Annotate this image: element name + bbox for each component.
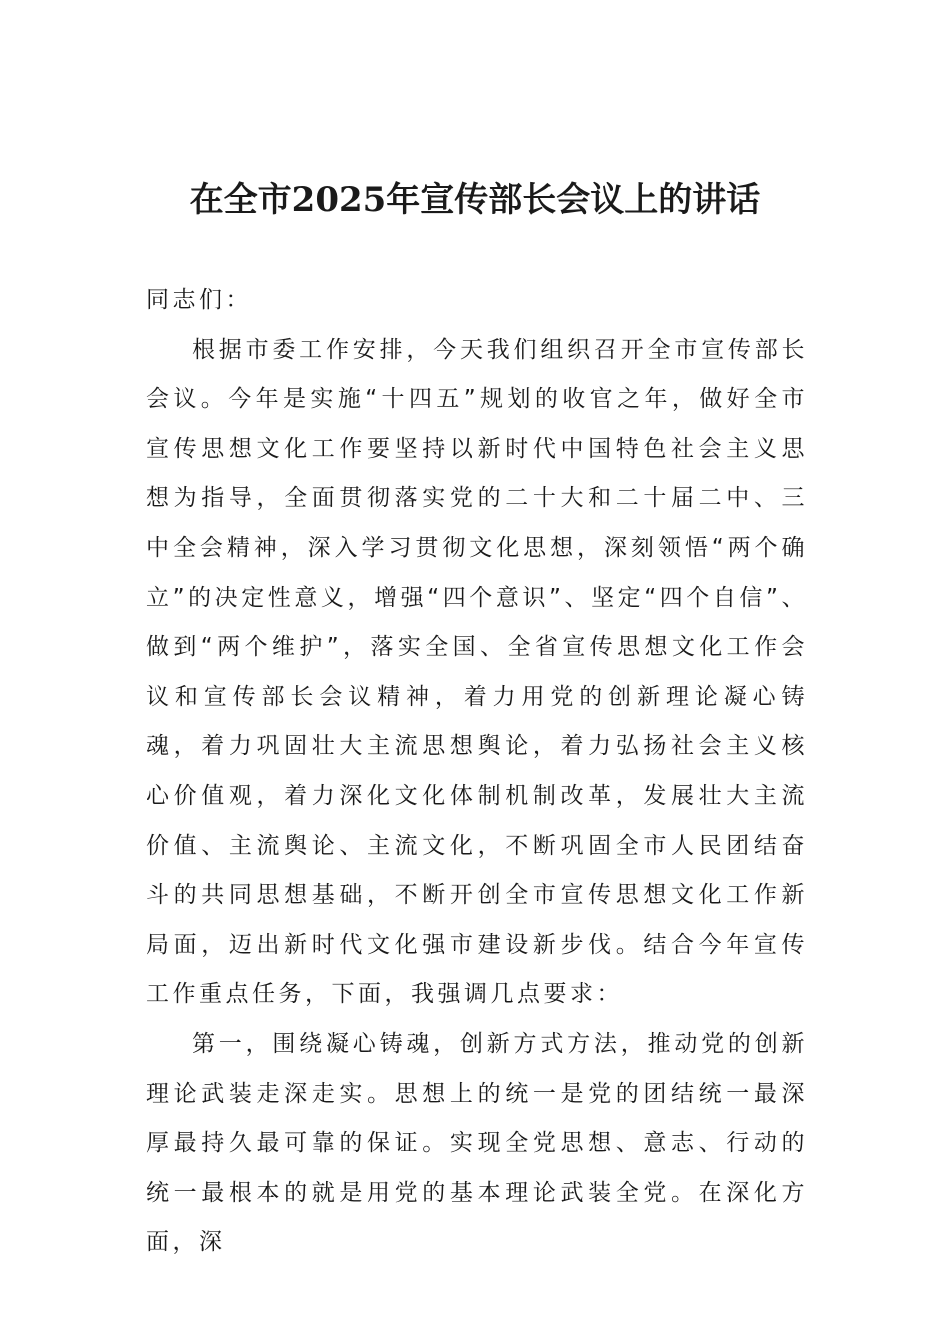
paragraph-intro: 根据市委工作安排，今天我们组织召开全市宣传部长会议。今年是实施“十四五”规划的收官之年，做好全市宣传思想文化工作要坚持以新时代中国特色社会主义思想为指导，全面贯彻落实党的二十大和二十届二中、三中全会精神，深入学习贯彻文化思想，深刻领悟“两个确立”的决定性意义，增强“四个意识”、坚定“四个自信”、做到“两个维护”，落实全国、全省宣传思想文化工作会议和宣传部长会议精神，着力用党的创新理论凝心铸魂，着力巩固壮大主流思想舆论，着力弘扬社会主义核心价值观，着力深化文化体制机制改革，发展壮大主流价值、主流舆论、主流文化，不断巩固全市人民团结奋斗的共同思想基础，不断开创全市宣传思想文化工作新局面，迈出新时代文化强市建设新步伐。结合今年宣传工作重点任务，下面，我强调几点要求：	[146, 336, 808, 1008]
document-title: 在全市2025年宣传部长会议上的讲话	[189, 180, 761, 220]
paragraph-first-point: 第一，围绕凝心铸魂，创新方式方法，推动党的创新理论武装走深走实。思想上的统一是党的团结统一最深厚最持久最可靠的保证。实现全党思想、意志、行动的统一最根本的就是用党的基本理论武装全党。在深化方面，深	[146, 1030, 808, 1256]
document-body	[146, 276, 808, 1268]
salutation: 同志们：	[146, 287, 252, 313]
